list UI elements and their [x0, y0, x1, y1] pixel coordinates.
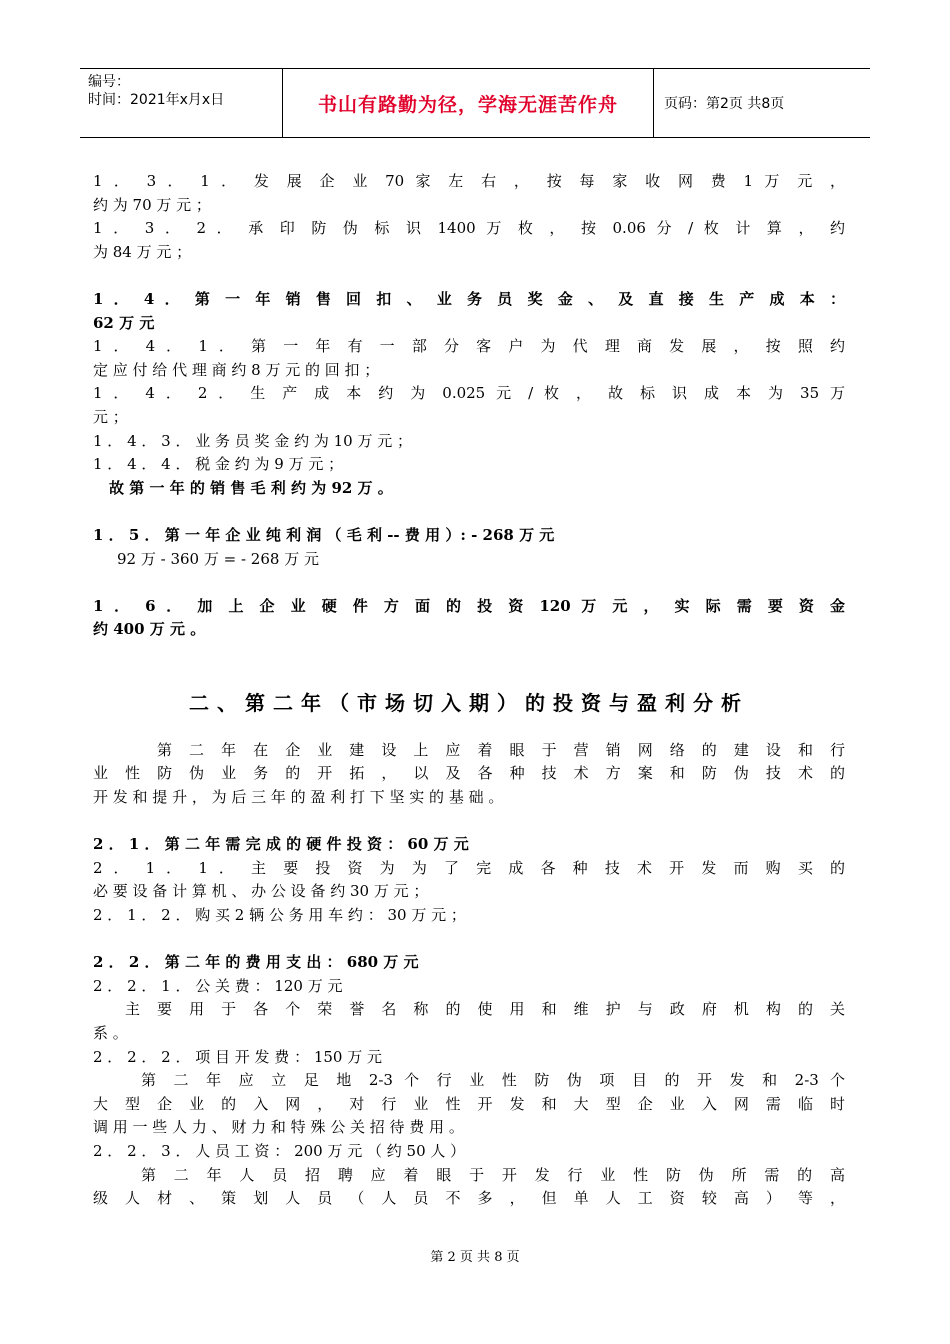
text-line: 1 ． 4 ． 3 ． 业 务 员 奖 金 约 为 10 万 元 ；	[93, 431, 413, 450]
page-footer: 第 2 页 共 8 页	[430, 1250, 520, 1265]
section-heading: 1 ． 4 ． 第 一 年 销 售 回 扣 、 业 务 员 奖 金 、 及 直 接 生 产 成 本 ：	[93, 289, 845, 308]
summary-line: 故 第 一 年 的 销 售 毛 利 约 为 92 万 。	[109, 478, 393, 497]
section-heading: 2 ． 2 ． 第 二 年 的 费 用 支 出 ： 680 万 元	[93, 953, 419, 972]
paragraph-line: 大 型 企 业 的 入 网 ， 对 行 业 性 开 发 和 大 型 企 业 入 网 需 临 时	[93, 1094, 845, 1113]
paragraph-line: 系 。	[93, 1024, 128, 1042]
paragraph-line: 第 二 年 应 立 足 地 2-3 个 行 业 性 防 伪 项 目 的 开 发 和 2-3 个	[141, 1071, 845, 1090]
paragraph-line: 调 用 一 些 人 力 、 财 力 和 特 殊 公 关 招 待 费 用 。	[93, 1118, 464, 1137]
text-line: 92 万 - 360 万 = - 268 万 元	[117, 549, 319, 568]
paragraph-line: 业 性 防 伪 业 务 的 开 拓 ， 以 及 各 种 技 术 方 案 和 防 伪 技 术 的	[93, 764, 845, 783]
text-line: 必 要 设 备 计 算 机 、 办 公 设 备 约 30 万 元 ；	[93, 882, 429, 901]
text-line: 定 应 付 给 代 理 商 约 8 万 元 的 回 扣 ；	[93, 360, 380, 379]
section-heading: 1 ． 5 ． 第 一 年 企 业 纯 利 润 （ 毛 利 -- 费 用 ）: - 268 万 元	[93, 525, 555, 544]
paragraph-line: 开 发 和 提 升 ， 为 后 三 年 的 盈 利 打 下 坚 实 的 基 础 。	[93, 788, 504, 807]
text-line: 2 ． 2 ． 1 ． 公 关 费 ： 120 万 元	[93, 976, 343, 995]
header-meta	[80, 69, 282, 137]
text-line: 1 ． 3 ． 2 ． 承 印 防 伪 标 识 1400 万 枚 ， 按 0.06 分 / 枚 计 算 ， 约	[93, 219, 845, 238]
paragraph-line: 第 二 年 在 企 业 建 设 上 应 着 眼 于 营 销 网 络 的 建 设 和 行	[157, 740, 845, 759]
section-heading: 62 万 元	[93, 313, 155, 332]
section-heading: 2 ． 1 ． 第 二 年 需 完 成 的 硬 件 投 资 ： 60 万 元	[93, 835, 469, 854]
text-line: 元 ；	[93, 407, 128, 426]
date-label: 时间：2021年x月x日	[88, 92, 225, 108]
text-line: 为 84 万 元 ；	[93, 242, 192, 261]
page-header	[80, 68, 870, 138]
paragraph-line: 级 人 材 、 策 划 人 员 （ 人 员 不 多 ， 但 单 人 工 资 较 高 ） 等 ，	[93, 1189, 845, 1208]
text-line: 1 ． 4 ． 1 ． 第 一 年 有 一 部 分 客 户 为 代 理 商 发 展 ， 按 照 约	[93, 337, 845, 356]
text-line: 2 ． 1 ． 1 ． 主 要 投 资 为 为 了 完 成 各 种 技 术 开 发 而 购 买 的	[93, 858, 845, 877]
paragraph-line: 第 二 年 人 员 招 聘 应 着 眼 于 开 发 行 业 性 防 伪 所 需 的 高	[141, 1165, 845, 1184]
document-body	[93, 170, 845, 1211]
text-line: 2 ． 2 ． 3 ． 人 员 工 资 ： 200 万 元 （ 约 50 人 ）	[93, 1141, 466, 1160]
text-line: 1 ． 4 ． 4 ． 税 金 约 为 9 万 元 ；	[93, 455, 344, 474]
section-heading: 约 400 万 元 。	[93, 620, 206, 639]
text-line: 1 ． 3 ． 1 ． 发 展 企 业 70 家 左 右 ， 按 每 家 收 网 费 1 万 元 ，	[93, 172, 845, 190]
text-line: 2 ． 2 ． 2 ． 项 目 开 发 费 ： 150 万 元	[93, 1047, 383, 1066]
text-line: 约 为 70 万 元 ；	[93, 195, 211, 214]
text-line: 2 ． 1 ． 2 ． 购 买 2 辆 公 务 用 车 约 ： 30 万 元 ；	[93, 906, 466, 925]
paragraph-line: 主 要 用 于 各 个 荣 誉 名 称 的 使 用 和 维 护 与 政 府 机 构 的 关	[125, 1000, 845, 1019]
header-page-info: 页码：第2页 共8页	[664, 96, 785, 112]
serial-label: 编号：	[88, 74, 130, 90]
header-motto: 书山有路勤为径，学海无涯苦作舟	[282, 69, 654, 137]
text-line: 1 ． 4 ． 2 ． 生 产 成 本 约 为 0.025 元 / 枚 ， 故 标 识 成 本 为 35 万	[93, 384, 845, 403]
chapter-title: 二、第二年（市场切入期）的投资与盈利分析	[189, 690, 749, 715]
section-heading: 1 ． 6 ． 加 上 企 业 硬 件 方 面 的 投 资 120 万 元 ， 实 际 需 要 资 金	[93, 596, 845, 615]
